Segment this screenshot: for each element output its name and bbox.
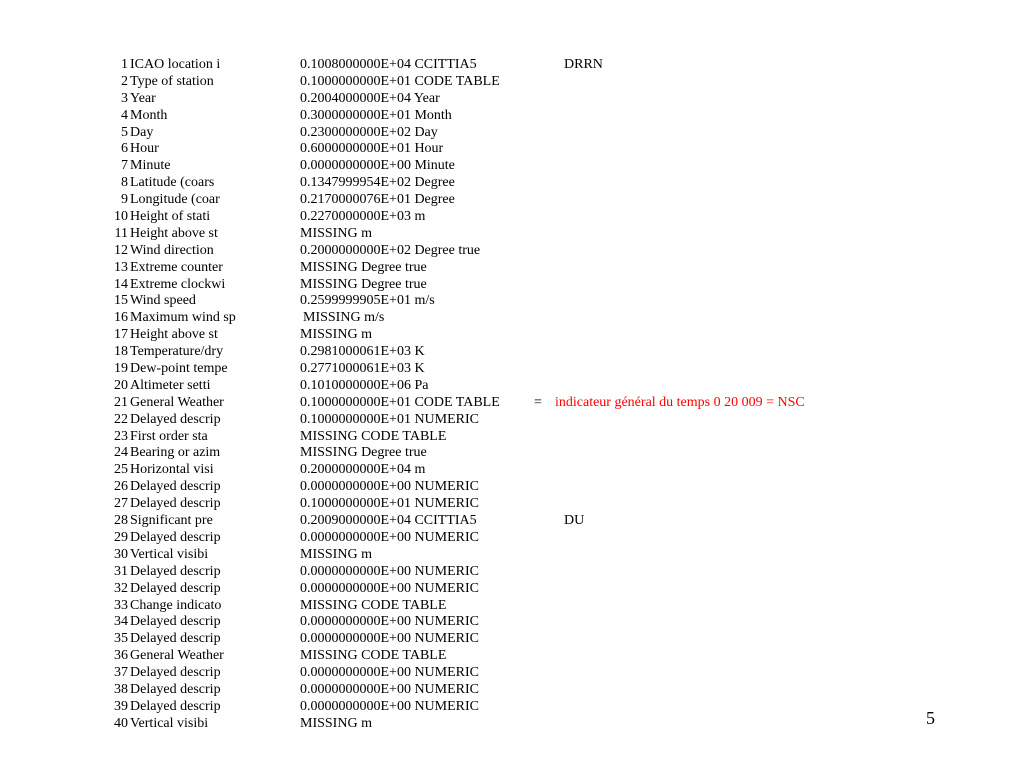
row-label: Height of stati [130,209,211,225]
row-value: 0.2000000000E+02 Degree true [300,242,481,258]
row-label: First order sta [130,428,208,444]
row-value: 0.2000000000E+04 m [300,462,426,478]
row-label: Change indicato [130,597,222,613]
row-number: 34 [114,614,128,630]
row-label: Bearing or azim [130,445,221,461]
row-value: 0.1008000000E+04 CCITTIA5 [300,57,477,72]
listing-row [0,564,1024,581]
listing-row [0,581,1024,598]
row-value: 0.0000000000E+00 NUMERIC [300,529,480,545]
row-value: 0.0000000000E+00 Minute [300,158,455,174]
listing-row [0,429,1024,446]
listing-row [0,158,1024,175]
row-number: 1 [121,57,128,72]
listing-row [0,682,1024,699]
row-number: 28 [114,513,128,529]
row-label: Vertical visibi [130,715,209,731]
row-label: Minute [130,158,171,174]
listing-row [0,226,1024,243]
listing-row [0,344,1024,361]
row-value: 0.0000000000E+00 NUMERIC [300,698,480,714]
row-number: 11 [114,225,128,241]
listing-row [0,479,1024,496]
listing-row [0,277,1024,294]
row-label: Delayed descrip [130,665,221,681]
row-number: 2 [121,73,128,89]
listing-row [0,141,1024,158]
row-value: 0.0000000000E+00 NUMERIC [300,614,480,630]
row-number: 31 [114,563,128,579]
row-label: Delayed descrip [130,496,221,512]
row-value: 0.1010000000E+06 Pa [300,377,429,393]
row-value: 0.0000000000E+00 NUMERIC [300,479,480,495]
row-value: MISSING CODE TABLE [300,648,447,664]
row-value: 0.2009000000E+04 CCITTIA5 [300,513,477,529]
row-number: 13 [114,259,128,275]
row-number: 38 [114,681,128,697]
row-label: Longitude (coar [130,192,220,208]
row-number: 7 [121,158,128,174]
row-value: 0.0000000000E+00 NUMERIC [300,665,480,681]
row-number: 40 [114,715,128,731]
row-label: Year [130,90,156,106]
row-number: 37 [114,665,128,681]
listing-row [0,699,1024,716]
row-label: Delayed descrip [130,698,221,714]
row-number: 19 [114,361,128,377]
row-label: Vertical visibi [130,546,209,562]
row-annotation: indicateur général du temps 0 20 009 = NSC [555,394,805,410]
row-value: 0.2771000061E+03 K [300,361,425,377]
listing-row [0,513,1024,530]
listing-row [0,175,1024,192]
listing-row [0,598,1024,615]
row-number: 24 [114,445,128,461]
row-value: 0.1000000000E+01 NUMERIC [300,411,480,427]
row-number: 10 [114,209,128,225]
listing-row [0,243,1024,260]
row-label: Temperature/dry [130,344,224,360]
row-number: 30 [114,546,128,562]
row-number: 16 [114,310,128,326]
row-value: MISSING Degree true [300,276,427,292]
listing-row [0,91,1024,108]
row-label: Extreme counter [130,259,223,275]
row-label: Wind speed [130,293,196,309]
page-number: 5 [926,708,935,728]
row-number: 33 [114,597,128,613]
row-number: 27 [114,496,128,512]
row-number: 25 [114,462,128,478]
listing-row [0,108,1024,125]
row-number: 14 [114,276,128,292]
row-value: 0.0000000000E+00 NUMERIC [300,631,480,647]
row-label: Horizontal visi [130,462,214,478]
row-label: ICAO location i [130,57,221,72]
row-value: MISSING Degree true [300,445,427,461]
listing-row [0,445,1024,462]
listing-row [0,361,1024,378]
row-string-value: DRRN [564,57,603,72]
listing-row [0,496,1024,513]
row-number: 17 [114,327,128,343]
row-value: 0.6000000000E+01 Hour [300,141,444,157]
listing-row [0,614,1024,631]
row-label: Delayed descrip [130,411,221,427]
row-value: 0.3000000000E+01 Month [300,107,452,123]
listing-row [0,395,1024,412]
row-label: Altimeter setti [130,377,211,393]
row-label: Delayed descrip [130,479,221,495]
row-number: 4 [121,107,128,123]
row-value: 0.1347999954E+02 Degree [300,175,455,191]
row-number: 22 [114,411,128,427]
row-number: 21 [114,394,128,410]
row-number: 8 [121,175,128,191]
row-value: MISSING m [300,225,372,241]
row-label: Extreme clockwi [130,276,226,292]
row-label: General Weather [130,394,224,410]
row-value: 0.2004000000E+04 Year [300,90,440,106]
row-value: 0.1000000000E+01 CODE TABLE [300,73,500,89]
row-label: Day [130,124,154,140]
row-label: Delayed descrip [130,681,221,697]
row-value: MISSING m [300,327,372,343]
row-number: 32 [114,580,128,596]
row-string-value: DU [564,513,585,529]
listing-row [0,378,1024,395]
listing-row [0,665,1024,682]
row-number: 39 [114,698,128,714]
row-number: 35 [114,631,128,647]
row-label: Delayed descrip [130,563,221,579]
row-number: 36 [114,648,128,664]
row-label: Height above st [130,225,218,241]
row-number: 5 [121,124,128,140]
listing-row [0,631,1024,648]
row-number: 6 [121,141,128,157]
row-label: Wind direction [130,242,214,258]
listing-row [0,260,1024,277]
row-label: Type of station [130,73,214,89]
row-number: 18 [114,344,128,360]
listing-row [0,209,1024,226]
listing-row [0,462,1024,479]
row-number: 20 [114,377,128,393]
row-value: 0.1000000000E+01 CODE TABLE [300,394,500,410]
listing-row [0,412,1024,429]
row-number: 23 [114,428,128,444]
row-value: MISSING CODE TABLE [300,597,447,613]
row-number: 15 [114,293,128,309]
row-label: General Weather [130,648,224,664]
listing-row [0,192,1024,209]
listing-row [0,57,1024,74]
row-value: MISSING m [300,546,372,562]
row-number: 26 [114,479,128,495]
listing-row [0,648,1024,665]
row-label: Delayed descrip [130,614,221,630]
listing-row [0,327,1024,344]
row-value: 0.2170000076E+01 Degree [300,192,455,208]
row-label: Delayed descrip [130,529,221,545]
row-value: MISSING m [300,715,372,731]
row-value: 0.0000000000E+00 NUMERIC [300,563,480,579]
row-label: Latitude (coars [130,175,215,191]
row-value: MISSING Degree true [300,259,427,275]
row-value: MISSING m/s [303,310,385,326]
row-value: 0.0000000000E+00 NUMERIC [300,580,480,596]
row-value: 0.0000000000E+00 NUMERIC [300,681,480,697]
row-value: 0.1000000000E+01 NUMERIC [300,496,480,512]
row-label: Significant pre [130,513,213,529]
row-number: 29 [114,529,128,545]
row-label: Delayed descrip [130,631,221,647]
row-label: Hour [130,141,159,157]
row-label: Dew-point tempe [130,361,228,377]
row-value: MISSING CODE TABLE [300,428,447,444]
listing-row [0,310,1024,327]
row-number: 9 [121,192,128,208]
listing-row [0,547,1024,564]
row-label: Delayed descrip [130,580,221,596]
listing-row [0,293,1024,310]
row-value: 0.2270000000E+03 m [300,209,426,225]
row-label: Maximum wind sp [130,310,236,326]
listing-row [0,74,1024,91]
row-value: 0.2599999905E+01 m/s [300,293,435,309]
listing-row [0,716,1024,733]
bufr-decode-listing [0,57,1024,733]
listing-row [0,125,1024,142]
row-value: 0.2300000000E+02 Day [300,124,438,140]
listing-row [0,530,1024,547]
row-number: 3 [121,90,128,106]
row-number: 12 [114,242,128,258]
row-value: 0.2981000061E+03 K [300,344,425,360]
row-label: Month [130,107,168,123]
row-equals-sign: = [534,394,542,410]
row-label: Height above st [130,327,218,343]
